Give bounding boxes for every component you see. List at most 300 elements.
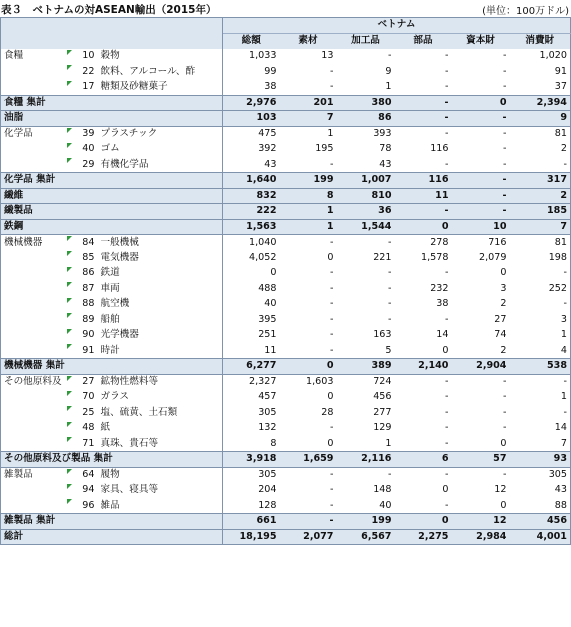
value-material: 1: [280, 204, 337, 220]
value-consumer: 317: [510, 173, 571, 189]
hs-code: 71: [66, 436, 98, 452]
item-name: プラスチック: [98, 126, 223, 142]
subtotal-row: [1, 529, 571, 545]
value-consumer: 91: [510, 64, 571, 80]
hs-code: 64: [66, 467, 98, 483]
value-consumer: 2: [510, 188, 571, 204]
category-label: [1, 80, 66, 96]
column-header-parts: 部品: [395, 33, 452, 49]
value-parts: -: [445, 391, 449, 403]
value-material: 0: [327, 251, 334, 263]
value-total: 392: [258, 143, 277, 155]
value-processed: 86: [337, 111, 395, 127]
value-consumer: 2,394: [510, 95, 571, 111]
table-row: [1, 343, 571, 359]
value-parts: -: [445, 406, 449, 418]
category-label: [1, 405, 66, 421]
item-name: 穀物: [98, 49, 223, 65]
value-total: 3,918: [223, 452, 280, 468]
value-total: 305: [258, 406, 277, 418]
header-blank: [1, 18, 66, 34]
column-header-processed: 加工品: [337, 33, 395, 49]
subtotal-label: 繊製品: [1, 204, 223, 220]
value-consumer: -: [510, 405, 571, 421]
value-capital: 74: [494, 329, 507, 341]
value-parts: 0: [395, 514, 452, 530]
value-capital: 2: [500, 344, 507, 356]
value-parts: -: [395, 111, 452, 127]
value-consumer: -: [510, 374, 571, 390]
value-total: 475: [223, 126, 280, 142]
value-capital: -: [452, 111, 510, 127]
hs-code: 48: [66, 421, 98, 437]
item-name: 一般機械: [98, 235, 223, 251]
value-parts: 0: [442, 484, 449, 496]
subtotal-label: 雑製品 集計: [1, 514, 223, 530]
value-total: 99: [264, 65, 277, 77]
value-capital: -: [503, 422, 507, 434]
table-row: [1, 266, 571, 282]
value-total: 1,640: [223, 173, 280, 189]
value-total: 222: [223, 204, 280, 220]
value-material: 1: [280, 219, 337, 235]
value-consumer: 1,020: [510, 49, 571, 65]
value-parts: -: [445, 422, 449, 434]
table-row: [1, 374, 571, 390]
value-capital: 2,984: [452, 529, 510, 545]
subtotal-row: [1, 514, 571, 530]
item-name: ガラス: [98, 390, 223, 406]
table-row: [1, 49, 571, 65]
value-material: -: [330, 499, 334, 511]
value-consumer: 3: [510, 312, 571, 328]
category-label: [1, 483, 66, 499]
header-row-columns: [1, 33, 571, 49]
value-processed: 2,116: [337, 452, 395, 468]
value-consumer: 81: [510, 235, 571, 251]
value-material: -: [330, 329, 334, 341]
export-table: [0, 17, 571, 545]
subtotal-row: [1, 95, 571, 111]
subtotal-row: [1, 359, 571, 375]
value-parts: 38: [436, 298, 449, 310]
value-total: 1,033: [249, 50, 277, 62]
table-row: [1, 235, 571, 251]
table-row: [1, 312, 571, 328]
item-name: 光学機器: [98, 328, 223, 344]
value-processed: -: [337, 467, 395, 483]
header-vietnam: ベトナム: [223, 18, 571, 34]
hs-code: 87: [66, 281, 98, 297]
value-material: -: [330, 344, 334, 356]
item-name: 車両: [98, 281, 223, 297]
column-header-material: 素材: [280, 33, 337, 49]
value-material: -: [330, 282, 334, 294]
table-row: [1, 297, 571, 313]
value-consumer: 9: [510, 111, 571, 127]
value-total: 0: [270, 267, 277, 279]
hs-code: 84: [66, 235, 98, 251]
value-capital: 2: [500, 298, 507, 310]
value-consumer: 456: [510, 514, 571, 530]
category-label: [1, 157, 66, 173]
category-label: [1, 498, 66, 514]
table-row: [1, 467, 571, 483]
hs-code: 25: [66, 405, 98, 421]
value-total: 40: [264, 298, 277, 310]
item-name: 真珠、貴石等: [98, 436, 223, 452]
value-capital: 0: [452, 95, 510, 111]
value-parts: 14: [436, 329, 449, 341]
value-consumer: 7: [510, 436, 571, 452]
value-total: 6,277: [223, 359, 280, 375]
hs-code: 29: [66, 157, 98, 173]
table-row: [1, 80, 571, 96]
value-processed: 1: [385, 437, 392, 449]
table-row: [1, 126, 571, 142]
value-capital: -: [503, 65, 507, 77]
hs-code: 94: [66, 483, 98, 499]
category-label: [1, 390, 66, 406]
value-material: -: [280, 467, 337, 483]
value-total: 18,195: [223, 529, 280, 545]
value-processed: -: [388, 298, 392, 310]
category-label: その他原料及: [1, 374, 66, 390]
value-total: 132: [258, 422, 277, 434]
value-consumer: 14: [510, 421, 571, 437]
subtotal-row: [1, 219, 571, 235]
value-capital: -: [452, 188, 510, 204]
category-label: [1, 312, 66, 328]
value-parts: 0: [442, 344, 449, 356]
value-material: -: [330, 81, 334, 93]
value-parts: -: [445, 81, 449, 93]
item-name: 塩、硫黄、土石類: [98, 405, 223, 421]
table-row: [1, 405, 571, 421]
value-material: 195: [315, 143, 334, 155]
value-material: -: [330, 158, 334, 170]
value-parts: 2,275: [395, 529, 452, 545]
hs-code: 10: [66, 49, 98, 65]
item-name: 航空機: [98, 297, 223, 313]
value-consumer: 2: [510, 142, 571, 158]
value-capital: -: [452, 467, 510, 483]
value-processed: 456: [373, 391, 392, 403]
table-row: [1, 328, 571, 344]
value-capital: 0: [500, 267, 507, 279]
value-consumer: -: [510, 157, 571, 173]
item-name: 電気機器: [98, 250, 223, 266]
value-parts: 116: [430, 143, 449, 155]
hs-code: 85: [66, 250, 98, 266]
subtotal-label: 鉄鋼: [1, 219, 223, 235]
value-capital: 3: [500, 282, 507, 294]
value-consumer: 81: [510, 126, 571, 142]
hs-code: 27: [66, 374, 98, 390]
value-parts: -: [395, 374, 452, 390]
value-total: 128: [258, 499, 277, 511]
table-row: [1, 157, 571, 173]
value-material: 2,077: [280, 529, 337, 545]
value-processed: 9: [385, 65, 392, 77]
value-consumer: 1: [510, 328, 571, 344]
item-name: 家具、寝具等: [98, 483, 223, 499]
value-parts: 232: [430, 282, 449, 294]
value-total: 38: [264, 81, 277, 93]
value-material: 199: [280, 173, 337, 189]
value-capital: -: [503, 143, 507, 155]
category-label: [1, 281, 66, 297]
item-name: 鉱物性燃料等: [98, 374, 223, 390]
value-material: -: [330, 65, 334, 77]
hs-code: 39: [66, 126, 98, 142]
subtotal-row: [1, 204, 571, 220]
value-processed: -: [388, 267, 392, 279]
value-capital: -: [503, 81, 507, 93]
value-parts: -: [395, 126, 452, 142]
value-consumer: 305: [510, 467, 571, 483]
value-parts: 11: [395, 188, 452, 204]
value-capital: 12: [452, 514, 510, 530]
value-total: 43: [264, 158, 277, 170]
category-label: [1, 64, 66, 80]
category-label: [1, 436, 66, 452]
column-header-total: 総額: [223, 33, 280, 49]
category-label: [1, 421, 66, 437]
value-parts: -: [445, 65, 449, 77]
value-total: 457: [258, 391, 277, 403]
value-consumer: 252: [510, 281, 571, 297]
value-capital: 0: [500, 499, 507, 511]
value-material: -: [330, 313, 334, 325]
item-name: ゴム: [98, 142, 223, 158]
item-name: 船舶: [98, 312, 223, 328]
hs-code: 17: [66, 80, 98, 96]
table-row: [1, 390, 571, 406]
category-label: [1, 343, 66, 359]
header-blank: [98, 33, 223, 49]
value-total: 204: [258, 484, 277, 496]
subtotal-label: 総計: [1, 529, 223, 545]
value-material: 0: [327, 437, 334, 449]
column-header-capital: 資本財: [452, 33, 510, 49]
value-material: 201: [280, 95, 337, 111]
subtotal-label: その他原料及び製品 集計: [1, 452, 223, 468]
subtotal-label: 化学品 集計: [1, 173, 223, 189]
hs-code: 86: [66, 266, 98, 282]
subtotal-row: [1, 188, 571, 204]
value-processed: 163: [373, 329, 392, 341]
table-title: 表３ ベトナムの対ASEAN輸出（2015年）: [1, 4, 217, 16]
category-label: 食糧: [1, 49, 66, 65]
value-processed: 5: [385, 344, 392, 356]
hs-code: 91: [66, 343, 98, 359]
value-capital: -: [452, 173, 510, 189]
value-consumer: 1: [510, 390, 571, 406]
value-processed: -: [337, 235, 395, 251]
value-consumer: 93: [510, 452, 571, 468]
value-material: -: [330, 267, 334, 279]
value-capital: 0: [500, 437, 507, 449]
value-consumer: -: [510, 266, 571, 282]
value-capital: 57: [452, 452, 510, 468]
value-material: -: [280, 514, 337, 530]
value-consumer: 4,001: [510, 529, 571, 545]
value-capital: 27: [494, 313, 507, 325]
value-material: -: [330, 484, 334, 496]
item-name: 時計: [98, 343, 223, 359]
value-processed: 1,007: [337, 173, 395, 189]
value-parts: 116: [395, 173, 452, 189]
value-parts: 6: [395, 452, 452, 468]
value-parts: -: [445, 313, 449, 325]
category-label: [1, 250, 66, 266]
category-label: 化学品: [1, 126, 66, 142]
value-capital: 2,904: [452, 359, 510, 375]
value-parts: -: [445, 499, 449, 511]
hs-code: 40: [66, 142, 98, 158]
value-parts: -: [445, 267, 449, 279]
value-parts: -: [395, 467, 452, 483]
value-material: -: [330, 422, 334, 434]
header-blank: [66, 18, 98, 34]
value-material: 13: [321, 50, 334, 62]
value-consumer: 4: [510, 343, 571, 359]
value-consumer: 538: [510, 359, 571, 375]
value-parts: -: [395, 204, 452, 220]
table-row: [1, 498, 571, 514]
value-processed: 380: [337, 95, 395, 111]
table-row: [1, 421, 571, 437]
value-total: 2,976: [223, 95, 280, 111]
subtotal-row: [1, 452, 571, 468]
value-material: 1: [280, 126, 337, 142]
value-processed: 1,544: [337, 219, 395, 235]
value-processed: 724: [337, 374, 395, 390]
value-processed: 36: [337, 204, 395, 220]
subtotal-label: 食糧 集計: [1, 95, 223, 111]
value-processed: 43: [379, 158, 392, 170]
value-processed: 129: [373, 422, 392, 434]
subtotal-label: 機械機器 集計: [1, 359, 223, 375]
value-processed: 148: [373, 484, 392, 496]
value-capital: -: [503, 391, 507, 403]
value-parts: -: [445, 158, 449, 170]
value-processed: 1: [385, 81, 392, 93]
value-material: 1,659: [280, 452, 337, 468]
subtotal-label: 繊維: [1, 188, 223, 204]
value-processed: 199: [337, 514, 395, 530]
hs-code: 89: [66, 312, 98, 328]
category-label: [1, 142, 66, 158]
table-row: [1, 64, 571, 80]
value-material: 7: [280, 111, 337, 127]
value-total: 103: [223, 111, 280, 127]
table-row: [1, 250, 571, 266]
value-total: 11: [264, 344, 277, 356]
value-material: 28: [321, 406, 334, 418]
value-total: 661: [223, 514, 280, 530]
value-capital: -: [503, 158, 507, 170]
subtotal-row: [1, 111, 571, 127]
value-processed: 221: [373, 251, 392, 263]
value-processed: 277: [373, 406, 392, 418]
value-material: 8: [280, 188, 337, 204]
value-capital: -: [452, 126, 510, 142]
value-processed: 6,567: [337, 529, 395, 545]
category-label: 機械機器: [1, 235, 66, 251]
value-consumer: 185: [510, 204, 571, 220]
value-parts: 278: [395, 235, 452, 251]
value-material: 1,603: [280, 374, 337, 390]
hs-code: 96: [66, 498, 98, 514]
value-capital: 2,079: [479, 251, 507, 263]
value-material: 0: [327, 391, 334, 403]
item-name: 履物: [98, 467, 223, 483]
value-processed: 393: [337, 126, 395, 142]
value-capital: 12: [494, 484, 507, 496]
value-capital: -: [452, 374, 510, 390]
value-total: 1,563: [223, 219, 280, 235]
column-header-consumer: 消費財: [510, 33, 571, 49]
hs-code: 88: [66, 297, 98, 313]
value-parts: 1,578: [421, 251, 449, 263]
title-bar: [0, 0, 571, 17]
value-processed: -: [388, 282, 392, 294]
value-capital: -: [503, 406, 507, 418]
value-total: 305: [223, 467, 280, 483]
value-total: 832: [223, 188, 280, 204]
item-name: 有機化学品: [98, 157, 223, 173]
category-label: [1, 328, 66, 344]
value-consumer: 43: [510, 483, 571, 499]
value-capital: -: [503, 50, 507, 62]
header-blank: [66, 33, 98, 49]
value-consumer: -: [510, 297, 571, 313]
category-label: [1, 266, 66, 282]
subtotal-row: [1, 173, 571, 189]
value-total: 4,052: [249, 251, 277, 263]
category-label: [1, 297, 66, 313]
value-parts: 2,140: [395, 359, 452, 375]
value-capital: 10: [452, 219, 510, 235]
category-label: 雑製品: [1, 467, 66, 483]
value-material: -: [280, 235, 337, 251]
value-parts: 0: [395, 219, 452, 235]
table-row: [1, 483, 571, 499]
hs-code: 70: [66, 390, 98, 406]
table-row: [1, 142, 571, 158]
value-consumer: 88: [510, 498, 571, 514]
value-material: -: [330, 298, 334, 310]
value-consumer: 37: [510, 80, 571, 96]
value-capital: -: [452, 204, 510, 220]
table-row: [1, 436, 571, 452]
hs-code: 90: [66, 328, 98, 344]
value-total: 8: [270, 437, 277, 449]
value-processed: 40: [379, 499, 392, 511]
item-name: 飲料、アルコール、酢: [98, 64, 223, 80]
value-total: 251: [258, 329, 277, 341]
value-capital: 716: [452, 235, 510, 251]
hs-code: 22: [66, 64, 98, 80]
value-material: 0: [280, 359, 337, 375]
header-blank: [1, 33, 66, 49]
value-processed: -: [388, 313, 392, 325]
value-processed: 78: [379, 143, 392, 155]
value-parts: -: [445, 437, 449, 449]
table-row: [1, 281, 571, 297]
